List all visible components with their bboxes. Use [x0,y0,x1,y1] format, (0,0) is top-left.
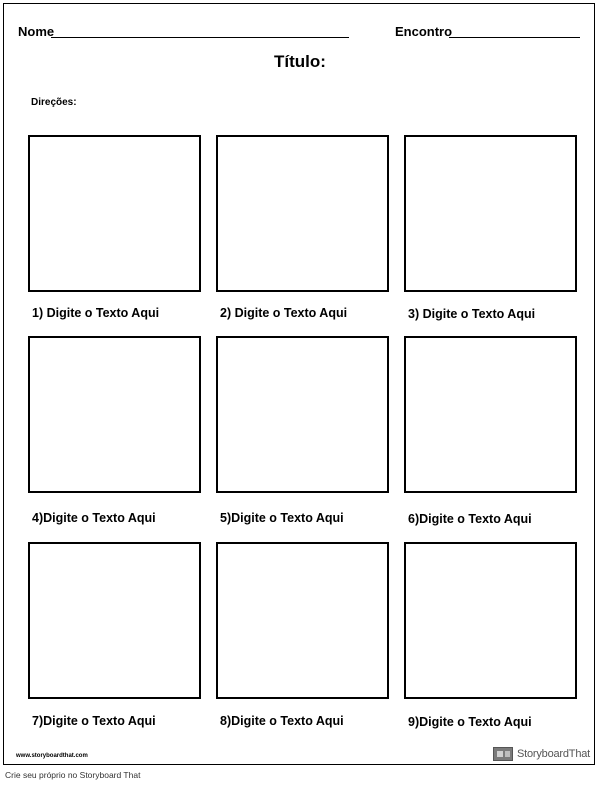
meeting-line[interactable] [449,37,580,38]
storyboard-cell-2[interactable] [216,135,389,292]
storyboard-cell-7[interactable] [28,542,201,699]
cell-caption-9[interactable]: 9)Digite o Texto Aqui [408,715,532,729]
storyboard-cell-6[interactable] [404,336,577,493]
storyboard-cell-5[interactable] [216,336,389,493]
cell-caption-5[interactable]: 5)Digite o Texto Aqui [220,511,344,525]
storyboard-cell-8[interactable] [216,542,389,699]
brand-text: StoryboardThat [517,748,591,760]
directions-label: Direções: [31,97,77,108]
cell-caption-6[interactable]: 6)Digite o Texto Aqui [408,512,532,526]
storyboard-cell-1[interactable] [28,135,201,292]
worksheet [3,3,595,765]
storyboard-cell-3[interactable] [404,135,577,292]
cell-caption-3[interactable]: 3) Digite o Texto Aqui [408,307,536,321]
site-url: www.storyboardthat.com [16,753,88,759]
cell-caption-2[interactable]: 2) Digite o Texto Aqui [220,306,348,320]
storyboard-that-logo-icon [493,747,513,761]
cell-caption-8[interactable]: 8)Digite o Texto Aqui [220,714,344,728]
page-title: Título: [274,52,326,71]
name-label: Nome [18,24,55,39]
cell-caption-4[interactable]: 4)Digite o Texto Aqui [32,511,156,525]
storyboard-cell-4[interactable] [28,336,201,493]
storyboardthat-logo [493,745,590,763]
footer-credit[interactable]: Crie seu próprio no Storyboard That [5,770,141,780]
cell-caption-1[interactable]: 1) Digite o Texto Aqui [32,306,160,320]
name-line[interactable] [51,37,349,38]
storyboard-cell-9[interactable] [404,542,577,699]
meeting-label: Encontro [395,24,453,39]
cell-caption-7[interactable]: 7)Digite o Texto Aqui [32,714,156,728]
